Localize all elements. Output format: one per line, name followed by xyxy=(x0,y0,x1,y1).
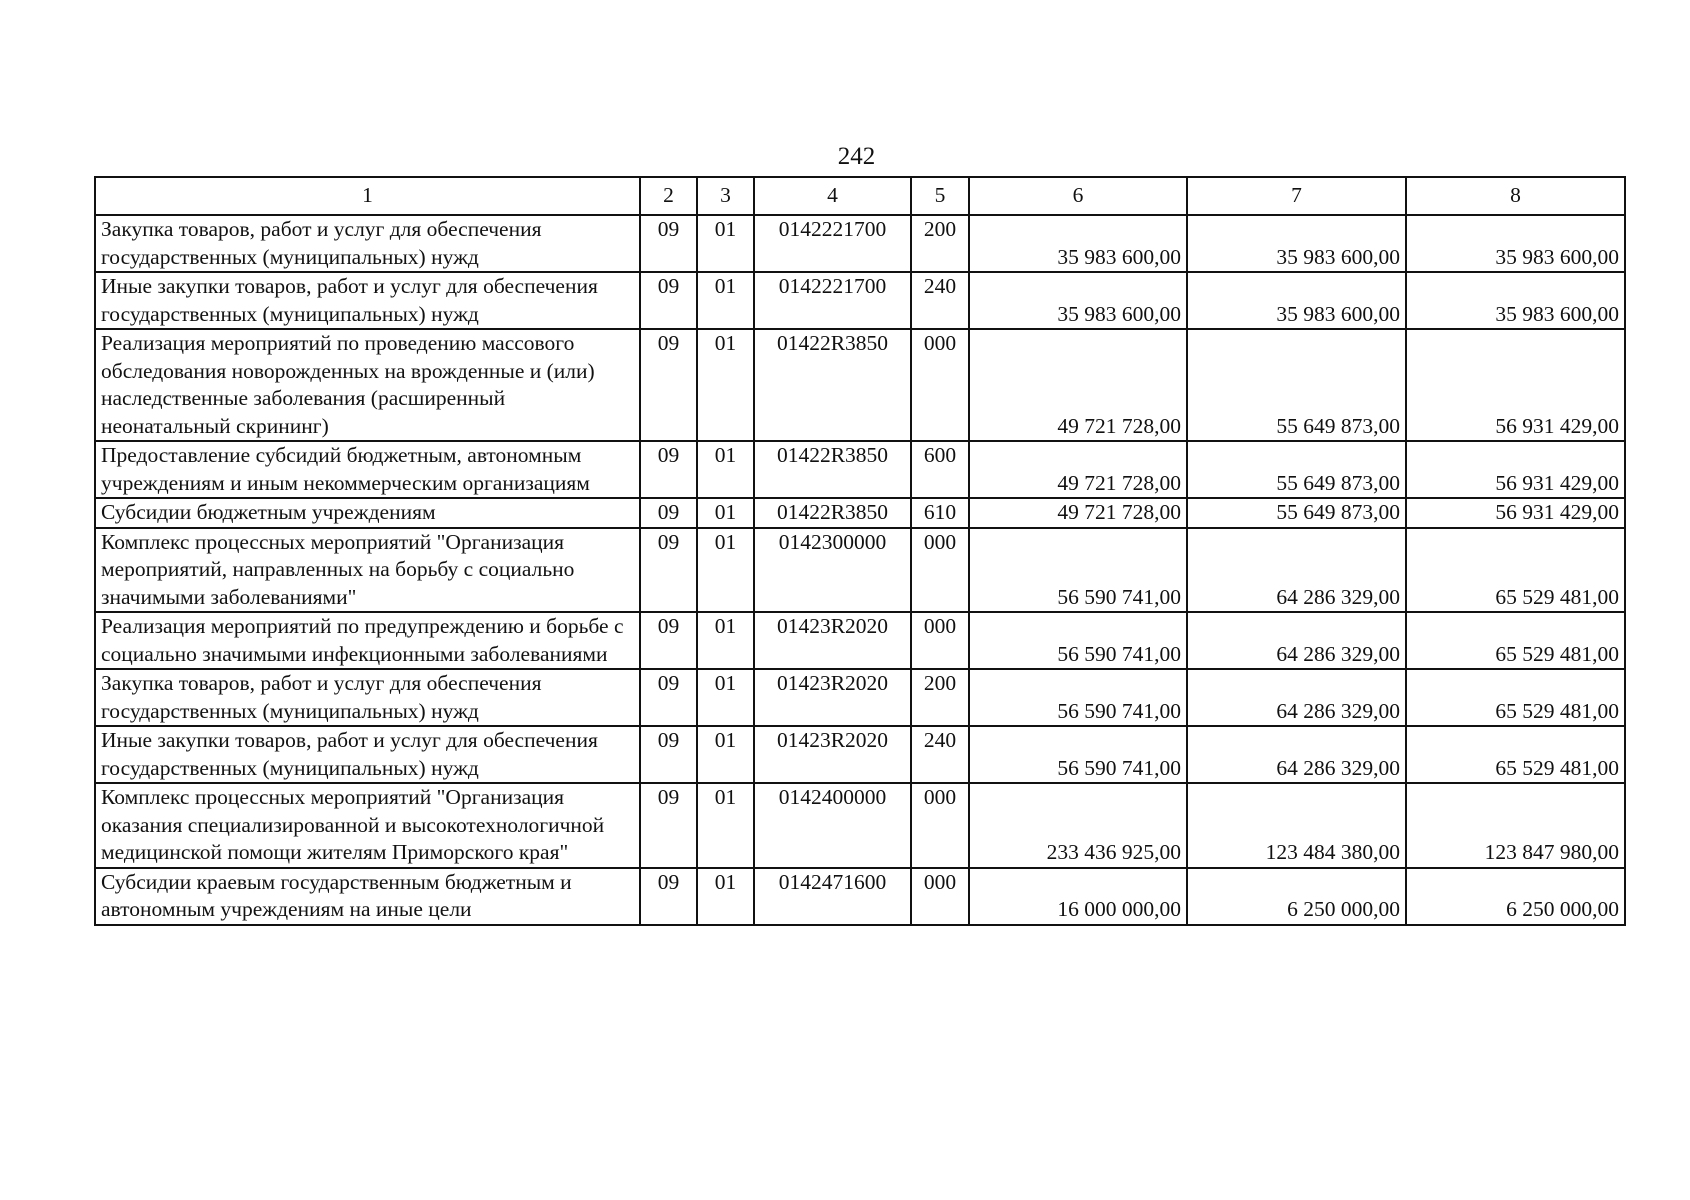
column-header: 1 xyxy=(95,177,640,215)
row-name: Закупка товаров, работ и услуг для обеспечения государственных (муниципальных) нужд xyxy=(95,215,640,272)
row-amount-7: 6 250 000,00 xyxy=(1187,868,1406,925)
row-amount-7: 64 286 329,00 xyxy=(1187,528,1406,613)
column-header: 5 xyxy=(911,177,969,215)
row-code-3: 01 xyxy=(697,783,754,868)
row-amount-8: 65 529 481,00 xyxy=(1406,528,1625,613)
row-code-3: 01 xyxy=(697,868,754,925)
row-code-2: 09 xyxy=(640,612,697,669)
row-amount-8: 65 529 481,00 xyxy=(1406,612,1625,669)
row-code-4: 0142300000 xyxy=(754,528,911,613)
table-row xyxy=(95,868,1625,925)
row-code-5: 600 xyxy=(911,441,969,498)
row-amount-6: 49 721 728,00 xyxy=(969,329,1187,441)
table-row xyxy=(95,669,1625,726)
row-code-3: 01 xyxy=(697,612,754,669)
row-amount-7: 123 484 380,00 xyxy=(1187,783,1406,868)
row-code-5: 240 xyxy=(911,272,969,329)
table-row xyxy=(95,329,1625,441)
row-code-5: 000 xyxy=(911,329,969,441)
row-code-4: 01422R3850 xyxy=(754,441,911,498)
row-amount-8: 56 931 429,00 xyxy=(1406,498,1625,528)
row-amount-7: 64 286 329,00 xyxy=(1187,726,1406,783)
row-code-4: 01423R2020 xyxy=(754,669,911,726)
budget-table xyxy=(94,176,1626,926)
row-amount-7: 55 649 873,00 xyxy=(1187,329,1406,441)
row-name: Субсидии бюджетным учреждениям xyxy=(95,498,640,528)
row-code-4: 0142471600 xyxy=(754,868,911,925)
row-amount-7: 55 649 873,00 xyxy=(1187,441,1406,498)
row-amount-6: 56 590 741,00 xyxy=(969,726,1187,783)
row-code-2: 09 xyxy=(640,498,697,528)
row-amount-8: 56 931 429,00 xyxy=(1406,441,1625,498)
row-code-5: 200 xyxy=(911,215,969,272)
row-code-2: 09 xyxy=(640,441,697,498)
row-amount-8: 65 529 481,00 xyxy=(1406,669,1625,726)
row-code-2: 09 xyxy=(640,669,697,726)
row-amount-6: 49 721 728,00 xyxy=(969,441,1187,498)
row-code-5: 000 xyxy=(911,783,969,868)
row-amount-7: 55 649 873,00 xyxy=(1187,498,1406,528)
row-amount-8: 35 983 600,00 xyxy=(1406,272,1625,329)
row-amount-8: 65 529 481,00 xyxy=(1406,726,1625,783)
row-code-2: 09 xyxy=(640,329,697,441)
row-code-4: 01423R2020 xyxy=(754,612,911,669)
column-header: 6 xyxy=(969,177,1187,215)
row-name: Реализация мероприятий по проведению массового обследования новорожденных на врожденные и (или) наследственные заболевания (расширенный неонатальный скрининг) xyxy=(95,329,640,441)
row-code-2: 09 xyxy=(640,272,697,329)
row-name: Закупка товаров, работ и услуг для обеспечения государственных (муниципальных) нужд xyxy=(95,669,640,726)
row-name: Иные закупки товаров, работ и услуг для обеспечения государственных (муниципальных) нужд xyxy=(95,272,640,329)
column-header: 7 xyxy=(1187,177,1406,215)
column-header: 2 xyxy=(640,177,697,215)
row-amount-7: 64 286 329,00 xyxy=(1187,612,1406,669)
row-code-3: 01 xyxy=(697,528,754,613)
row-code-4: 01422R3850 xyxy=(754,498,911,528)
row-amount-6: 35 983 600,00 xyxy=(969,272,1187,329)
row-amount-7: 35 983 600,00 xyxy=(1187,215,1406,272)
row-amount-7: 64 286 329,00 xyxy=(1187,669,1406,726)
column-header: 4 xyxy=(754,177,911,215)
row-code-4: 0142221700 xyxy=(754,272,911,329)
table-row xyxy=(95,528,1625,613)
row-code-5: 610 xyxy=(911,498,969,528)
row-code-3: 01 xyxy=(697,272,754,329)
table-row xyxy=(95,498,1625,528)
table-row xyxy=(95,726,1625,783)
row-code-4: 01422R3850 xyxy=(754,329,911,441)
row-amount-6: 233 436 925,00 xyxy=(969,783,1187,868)
row-amount-8: 6 250 000,00 xyxy=(1406,868,1625,925)
row-code-3: 01 xyxy=(697,441,754,498)
row-name: Комплекс процессных мероприятий "Организация мероприятий, направленных на борьбу с социально значимыми заболеваниями" xyxy=(95,528,640,613)
row-name: Субсидии краевым государственным бюджетным и автономным учреждениям на иные цели xyxy=(95,868,640,925)
row-code-5: 000 xyxy=(911,612,969,669)
row-name: Предоставление субсидий бюджетным, автономным учреждениям и иным некоммерческим организациям xyxy=(95,441,640,498)
row-name: Реализация мероприятий по предупреждению и борьбе с социально значимыми инфекционными заболеваниями xyxy=(95,612,640,669)
row-code-2: 09 xyxy=(640,215,697,272)
table-row xyxy=(95,215,1625,272)
row-code-3: 01 xyxy=(697,669,754,726)
row-amount-7: 35 983 600,00 xyxy=(1187,272,1406,329)
row-amount-8: 35 983 600,00 xyxy=(1406,215,1625,272)
column-header: 8 xyxy=(1406,177,1625,215)
row-code-4: 01423R2020 xyxy=(754,726,911,783)
column-header: 3 xyxy=(697,177,754,215)
row-amount-6: 35 983 600,00 xyxy=(969,215,1187,272)
row-code-5: 200 xyxy=(911,669,969,726)
row-code-5: 240 xyxy=(911,726,969,783)
row-code-2: 09 xyxy=(640,528,697,613)
table-row xyxy=(95,612,1625,669)
row-code-5: 000 xyxy=(911,868,969,925)
row-amount-8: 123 847 980,00 xyxy=(1406,783,1625,868)
row-code-2: 09 xyxy=(640,783,697,868)
table-header-row xyxy=(95,177,1625,215)
row-code-3: 01 xyxy=(697,726,754,783)
row-code-2: 09 xyxy=(640,868,697,925)
row-name: Комплекс процессных мероприятий "Организация оказания специализированной и высокотехнологичной медицинской помощи жителям Приморского края" xyxy=(95,783,640,868)
row-amount-8: 56 931 429,00 xyxy=(1406,329,1625,441)
page-number: 242 xyxy=(837,143,876,170)
row-code-5: 000 xyxy=(911,528,969,613)
row-name: Иные закупки товаров, работ и услуг для обеспечения государственных (муниципальных) нужд xyxy=(95,726,640,783)
table-row xyxy=(95,441,1625,498)
table-row xyxy=(95,783,1625,868)
table-row xyxy=(95,272,1625,329)
row-amount-6: 56 590 741,00 xyxy=(969,669,1187,726)
row-code-3: 01 xyxy=(697,498,754,528)
row-amount-6: 16 000 000,00 xyxy=(969,868,1187,925)
row-amount-6: 49 721 728,00 xyxy=(969,498,1187,528)
row-code-4: 0142221700 xyxy=(754,215,911,272)
row-amount-6: 56 590 741,00 xyxy=(969,528,1187,613)
row-code-2: 09 xyxy=(640,726,697,783)
row-amount-6: 56 590 741,00 xyxy=(969,612,1187,669)
row-code-4: 0142400000 xyxy=(754,783,911,868)
row-code-3: 01 xyxy=(697,329,754,441)
row-code-3: 01 xyxy=(697,215,754,272)
